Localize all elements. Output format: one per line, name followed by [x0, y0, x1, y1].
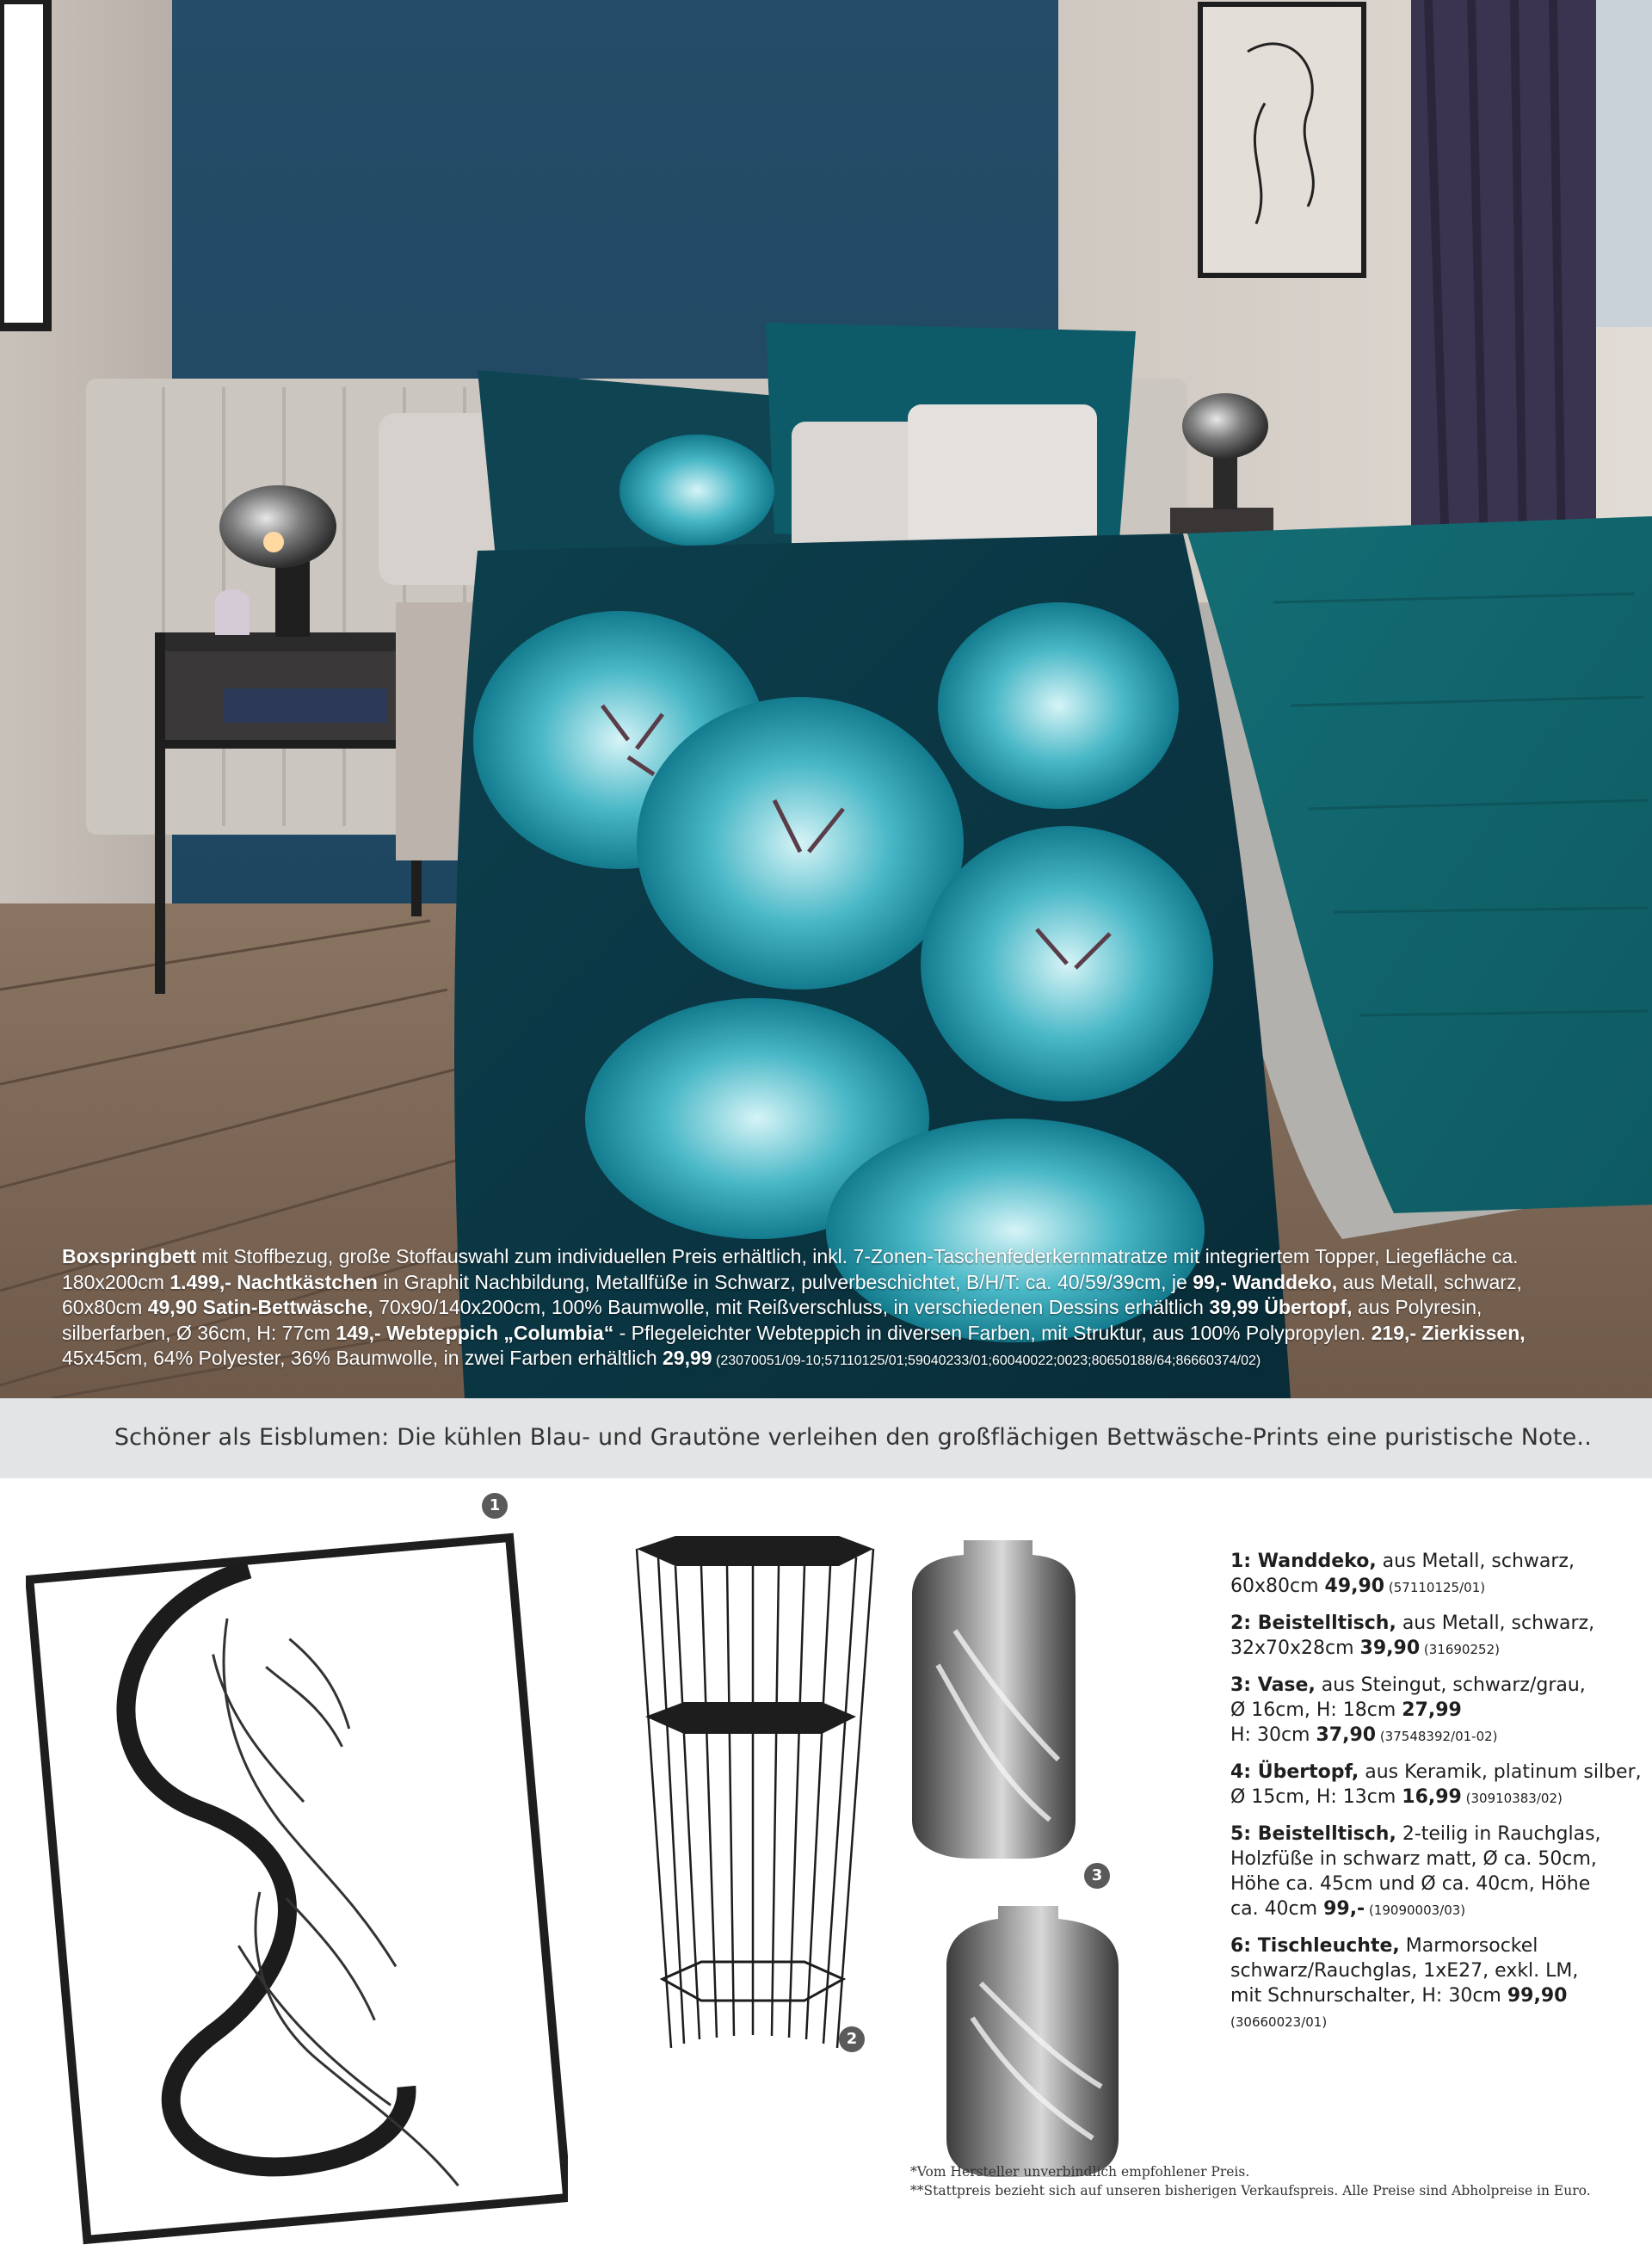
item-name: 2: Beistelltisch, — [1230, 1613, 1396, 1634]
item-price: 99,90 — [1507, 1985, 1568, 2007]
item-desc: aus Metall, schwarz, — [1396, 1613, 1595, 1634]
item-name: 3: Vase, — [1230, 1674, 1316, 1696]
footnote-rrp: *Vom Hersteller unverbindlich empfohlener Preis. — [910, 2164, 1250, 2180]
item-desc: schwarz/Rauchglas, 1xE27, exkl. LM, — [1230, 1960, 1579, 1982]
item-desc: Ø 16cm, H: 18cm — [1230, 1699, 1402, 1721]
item-article: (57110125/01) — [1384, 1580, 1486, 1595]
product-price: 149,- — [336, 1321, 381, 1344]
badge-1: 1 — [482, 1493, 508, 1519]
list-item — [1230, 1933, 1635, 2035]
hero-caption — [62, 1244, 1593, 1374]
item-desc: 60x80cm — [1230, 1576, 1325, 1597]
product-price: 49,90 — [147, 1296, 198, 1318]
item-desc: Holzfüße in schwarz matt, Ø ca. 50cm, — [1230, 1848, 1597, 1870]
product-price: 99,- — [1193, 1270, 1227, 1293]
item-desc: ca. 40cm — [1230, 1898, 1324, 1920]
side-table-image — [624, 1532, 882, 2048]
footnotes — [910, 2162, 1633, 2200]
tagline-text: Schöner als Eisblumen: Die kühlen Blau- und Grautöne verleihen den großflächigen Bettwäsche-Prints eine puristische Note.. — [114, 1424, 1592, 1451]
product-desc: mit Stoffbezug, große Stoffauswahl zum individuellen Preis erhältlich, inkl. 7-Zonen-Taschenfederkernmatratze mit integriertem Topper, Liegefläche ca. 180x200cm — [62, 1245, 1519, 1293]
product-name: Wanddeko, — [1226, 1270, 1338, 1293]
list-item — [1230, 1822, 1635, 1923]
item-desc: Ø 15cm, H: 13cm — [1230, 1786, 1402, 1808]
item-price: 49,90 — [1324, 1576, 1385, 1597]
item-desc: 2-teilig in Rauchglas, — [1396, 1823, 1601, 1845]
product-name: Boxspringbett — [62, 1245, 196, 1267]
product-name: Satin-Bettwäsche, — [197, 1296, 373, 1318]
item-desc: Marmorsockel — [1399, 1935, 1538, 1957]
product-name: Übertopf, — [1258, 1296, 1353, 1318]
product-desc: in Graphit Nachbildung, Metallfüße in Schwarz, pulverbeschichtet, B/H/T: ca. 40/59/39cm, je — [377, 1270, 1193, 1293]
list-item — [1230, 1760, 1642, 1811]
product-price: 39,99 — [1209, 1296, 1259, 1318]
product-price: 219,- — [1371, 1321, 1417, 1344]
badge-3: 3 — [1084, 1863, 1110, 1889]
product-name: Nachtkästchen — [231, 1270, 378, 1293]
item-desc: H: 30cm — [1230, 1724, 1316, 1746]
item-price: 99,- — [1323, 1898, 1365, 1920]
product-desc: aus Polyresin, silberfarben, Ø 36cm, H: 77cm — [62, 1296, 1482, 1344]
product-wall-art — [26, 1493, 568, 2250]
item-name: 1: Wanddeko, — [1230, 1551, 1377, 1572]
item-price: 37,90 — [1316, 1724, 1377, 1746]
product-price: 29,99 — [663, 1347, 712, 1369]
item-name: 6: Tischleuchte, — [1230, 1935, 1400, 1957]
tagline-band — [0, 1398, 1652, 1478]
item-article: (30660023/01) — [1230, 2014, 1328, 2030]
item-price: 27,99 — [1402, 1699, 1462, 1721]
product-side-table — [624, 1532, 882, 2069]
item-desc: Höhe ca. 45cm und Ø ca. 40cm, Höhe — [1230, 1873, 1591, 1895]
item-desc: aus Keramik, platinum silber, — [1359, 1761, 1642, 1783]
product-desc: - Pflegeleichter Webteppich in diversen Farben, mit Struktur, aus 100% Polypropylen. — [613, 1321, 1372, 1344]
product-price: 1.499,- — [170, 1270, 231, 1293]
product-desc: 45x45cm, 64% Polyester, 36% Baumwolle, in zwei Farben erhältlich — [62, 1347, 663, 1369]
item-price: 39,90 — [1359, 1637, 1421, 1659]
item-desc: aus Metall, schwarz, — [1376, 1551, 1575, 1572]
product-list — [1230, 1549, 1642, 2045]
wall-art-image — [26, 1493, 568, 2250]
product-name: Zierkissen, — [1416, 1321, 1526, 1344]
product-desc: 70x90/140x200cm, 100% Baumwolle, mit Reißverschluss, in verschiedenen Dessins erhältlich — [373, 1296, 1210, 1318]
item-desc: aus Steingut, schwarz/grau, — [1315, 1674, 1586, 1696]
product-desc: aus Metall, schwarz, 60x80cm — [62, 1270, 1522, 1318]
article-numbers: (23070051/09-10;57110125/01;59040233/01;60040022;0023;80650188/64;86660374/02) — [712, 1354, 1261, 1368]
item-price: 16,99 — [1402, 1786, 1462, 1808]
list-item — [1230, 1611, 1635, 1662]
footnote-prices: **Stattpreis bezieht sich auf unseren bisherigen Verkaufspreis. Alle Preise sind Abholpreise in Euro. — [910, 2183, 1591, 2198]
product-vases — [903, 1536, 1127, 2181]
list-item — [1230, 1673, 1635, 1749]
item-article: (31690252) — [1420, 1642, 1500, 1657]
item-article: (30910383/02) — [1461, 1791, 1563, 1806]
item-name: 5: Beistelltisch, — [1230, 1823, 1396, 1845]
item-desc: 32x70x28cm — [1230, 1637, 1360, 1659]
item-name: 4: Übertopf, — [1230, 1761, 1359, 1783]
list-item — [1230, 1549, 1635, 1600]
product-name: Webteppich „Columbia“ — [380, 1321, 614, 1344]
vase-images — [903, 1536, 1127, 2181]
item-desc: mit Schnurschalter, H: 30cm — [1230, 1985, 1507, 2007]
item-article: (19090003/03) — [1365, 1902, 1466, 1918]
badge-2: 2 — [839, 2026, 865, 2052]
item-article: (37548392/01-02) — [1376, 1729, 1498, 1744]
